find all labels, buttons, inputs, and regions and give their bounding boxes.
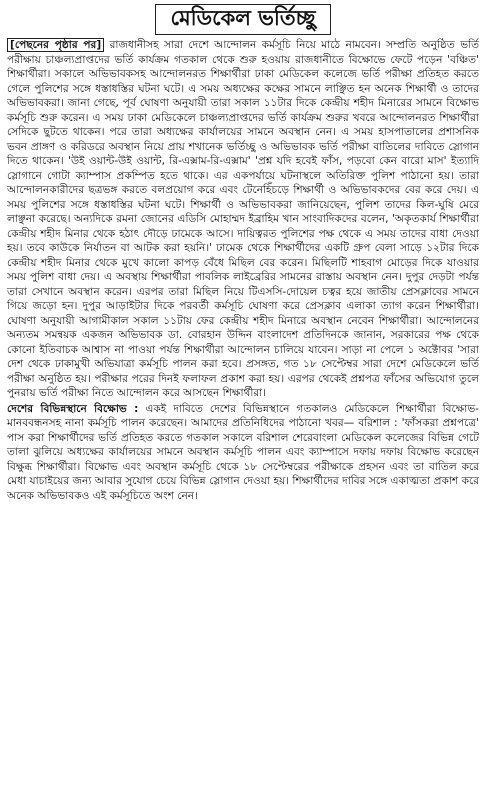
headline-container	[7, 4, 479, 35]
headline: মেডিকেল ভর্তিচ্ছু	[155, 4, 330, 35]
paragraph-2-lead: দেশের বিভিন্নস্থানে বিক্ষোভ :	[7, 402, 139, 415]
paragraph-2	[7, 402, 479, 504]
paragraph-1-text: রাজধানীসহ সারা দেশে আন্দোলন কর্মসূচি নিয়ে মাঠে নামবেন। সম্প্রতি অনুষ্ঠিত ভর্তি পরীক্ষায় চাঞ্চল্যপ্রাপ্তদের ভর্তি কার্যক্রম গতকাল থেকে শুরু হওয়ায় রাজধানীতে বিক্ষোভে ফেটে পড়েন 'বঞ্চিত' শিক্ষার্থীরা। সকালে অভিভাবকসহ আন্দোলনরত শিক্ষার্থীরা ঢাকা মেডিকেল কলেজে ভর্তি পরীক্ষা প্রতিহত করতে গেলে পুলিশের সঙ্গে ধস্তাধস্তির ঘটনা ঘটে। এ সময় অধ্যক্ষের কক্ষের সামনে লাঞ্ছিত হন অনেক শিক্ষার্থী ও তাদের অভিভাবকরা। জানা গেছে, পূর্ব ঘোষণা অনুযায়ী তারা সকাল ১১টার দিকে কেন্দ্রীয় শহীদ মিনারের সামনে বিক্ষোভ কর্মসূচি শুরু করেন। এ সময় ঢাকা মেডিকেলে চাঞ্চল্যপ্রাপ্তদের ভর্তি কার্যক্রম শুরুর খবরে আন্দোলনরত শিক্ষার্থীরা সেদিকে ছুটতে থাকেন। পরে তারা অধ্যক্ষের কার্যালয়ের সামনে অবস্থান নেন। এ সময় হাসপাতালের প্রশাসনিক ভবন প্রাঙ্গণ ও করিডরে অবস্থান নিয়ে প্রায় শখানেক ভর্তিচ্ছু ও অভিভাবক ভর্তি পরীক্ষা বাতিলের দাবিতে স্লোগান দিতে থাকেন। 'উই ওয়ান্ট-উই ওয়ান্ট, রি-এক্সাম-রি-এক্সাম' 'প্রশ্ন যদি হবেই ফাঁস, পড়বো কেন বারো মাস' ইত্যাদি স্লোগানে গোটা ক্যাম্পাস প্রকম্পিত হতে থাকে। এর একপর্যায়ে ঘটনাস্থলে অতিরিক্ত পুলিশ পাঠানো হয়। তারা আন্দোলনকারীদের ছত্রভঙ্গ করতে বলপ্রয়োগ করে এবং টেনেহিঁচড়ে শিক্ষার্থী ও অভিভাবকদের বের করে দেয়। এ সময় পুলিশের সঙ্গে ধস্তাধস্তির ঘটনা ঘটে। শিক্ষার্থী ও অভিভাবকরা জানিয়েছেন, পুলিশ তাদের কিল-ঘুষি মেরে লাঞ্ছনা করেছে। অন্যদিকে রমনা জোনের এডিসি মোহাম্মদ ইব্রাহিম খান সাংবাদিকদের বলেন, 'অকৃতকার্য শিক্ষার্থীরা কেন্দ্রীয় শহীদ মিনার থেকে হঠাৎ দৌড়ে ঢামেকে আসে। দায়িত্বরত পুলিশের পক্ষ থেকে এ সময় তাদের বাধা দেওয়া হয়। তবে কাউকে নির্যাতন বা আটক করা হয়নি।' ঢামেক থেকে শিক্ষার্থীদের একটি গ্রুপ বেলা সাড়ে ১২টার দিকে কেন্দ্রীয় শহীদ মিনার থেকে মুখে কালো কাপড় বেঁধে মিছিল বের করেন। মিছিলটি শাহবাগ মোড়ের দিকে যাওয়ার সময় পুলিশ বাধা দেয়। এ অবস্থায় শিক্ষার্থীরা পাবলিক লাইব্রেরির সামনের রাস্তায় অবস্থান নেন। দুপুর দেড়টা পর্যন্ত তারা সেখানে অবস্থান করেন। এরপর তারা মিছিল নিয়ে টিএসসি-দোয়েল চত্বর হয়ে জাতীয় প্রেসক্লাবের সামনে গিয়ে জড়ো হন। দুপুর আড়াইটার দিকে পরবর্তী কর্মসূচি ঘোষণা করে প্রেসক্লাব এলাকা ত্যাগ করেন শিক্ষার্থীরা। ঘোষণা অনুযায়ী আগামীকাল সকাল ১১টায় ফের কেন্দ্রীয় শহীদ মিনারে অবস্থান নেবেন শিক্ষার্থীরা। আন্দোলনের অন্যতম সমন্বয়ক একজন অভিভাবক ডা. বোরহান উদ্দিন বাংলাদেশ প্রতিদিনকে জানান, সরকারের পক্ষ থেকে কোনো ইতিবাচক আশ্বাস না পাওয়া পর্যন্ত শিক্ষার্থীরা আন্দোলন চালিয়ে যাবেন। সাড়া না পেলে ১ অক্টোবর 'সারা দেশ থেকে ঢাকামুখী অভিযাত্রা কর্মসূচি পালন করা হবে। প্রসঙ্গত, গত ১৮ সেপ্টেম্বর সারা দেশে মেডিকেলে ভর্তি পরীক্ষা অনুষ্ঠিত হয়। পরীক্ষার পরের দিনই ফলাফল প্রকাশ করা হয়। এরপর থেকেই প্রশ্নপত্র ফাঁসের অভিযোগ তুলে পুনরায় ভর্তি পরীক্ষা নিতে আন্দোলন করে আসছেন শিক্ষার্থীরা।	[7, 39, 480, 399]
paragraph-1	[7, 38, 479, 401]
continued-from-kicker: [পেছনের পৃষ্ঠার পর]	[7, 38, 104, 52]
article-body	[7, 38, 479, 503]
paragraph-2-text: একই দাবিতে দেশের বিভিন্নস্থানে গতকালও মেডিকেলে শিক্ষার্থীরা বিক্ষোভ-মানববন্ধনসহ নানা কর্মসূচি পালন করেছেন। আমাদের প্রতিনিধিদের পাঠানো খবর— বরিশাল : 'ফাঁসকরা প্রশ্নপত্রে' পাস করা শিক্ষার্থীদের ভর্তি প্রতিহত করতে গতকাল সকালে বরিশাল শেরেবাংলা মেডিকেল কলেজের বিভিন্ন গেটে তালা ঝুলিয়ে অধ্যক্ষের কার্যালয়ের সামনে অবস্থান কর্মসূচি পালন এবং ক্যাম্পাসে দফায় দফায় বিক্ষোভ করেছেন বিক্ষুব্ধ শিক্ষার্থীরা। বিক্ষোভ এবং অবস্থান কর্মসূচি থেকে ১৮ সেপ্টেম্বরের পরীক্ষাকে প্রহসন এবং তা বাতিল করে মেধা যাচাইয়ের জন্য আবার সুযোগ চেয়ে বিভিন্ন স্লোগান দেওয়া হয়। শিক্ষার্থীদের দাবির সঙ্গে একাত্মতা প্রকাশ করে অনেক অভিভাবকও এই কর্মসূচিতে অংশ নেন।	[7, 402, 479, 502]
